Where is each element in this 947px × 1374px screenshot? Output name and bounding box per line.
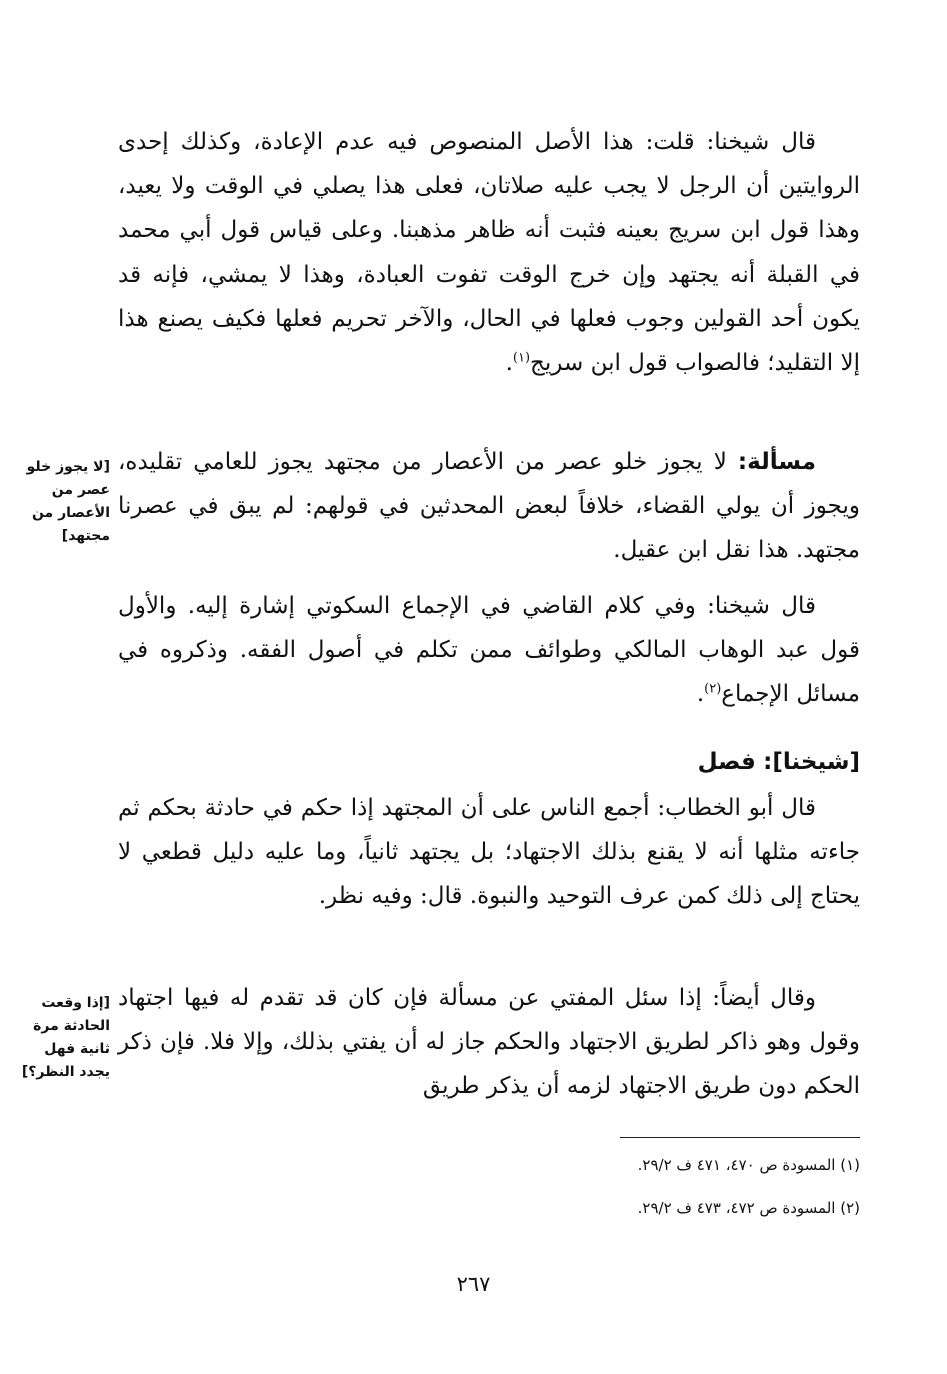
- footnote-ref-1: (١): [512, 350, 531, 366]
- heading-bracket: [شيخنا]:: [763, 749, 860, 775]
- footnote-divider: [620, 1137, 860, 1138]
- paragraph-2-text: لا يجوز خلو عصر من الأعصار من مجتهد يجوز للعامي تقليده، ويجوز أن يولي القضاء، خلافاً لبعض المحدثين في قولهم: لم يبق في عصرنا مجتهد. هذا نقل ابن عقيل.: [118, 449, 860, 564]
- paragraph-3: [118, 584, 860, 717]
- side-note-1: [لا يجوز خلو عصر من الأعصار من مجتهد]: [26, 459, 110, 544]
- footnote-2: (٢) المسودة ص ٤٧٢، ٤٧٣ ف ٢٩/٢.: [637, 1199, 860, 1217]
- paragraph-5-text: وقال أيضاً: إذا سئل المفتي عن مسألة فإن كان قد تقدم له فيها اجتهاد وقول وهو ذاكر لطريق الاجتهاد والحكم جاز له أن يفتي بذلك، وإلا فلا. فإن ذكر الحكم دون طريق الاجتهاد لزمه أن يذكر طريق: [118, 985, 860, 1100]
- footnote-1: (١) المسودة ص ٤٧٠، ٤٧١ ف ٢٩/٢.: [637, 1156, 860, 1174]
- heading-fasl: فصل: [697, 749, 756, 775]
- paragraph-2: [118, 440, 860, 573]
- paragraph-1-text: قال شيخنا: قلت: هذا الأصل المنصوص فيه عدم الإعادة، وكذلك إحدى الروايتين أن الرجل لا يجب عليه صلاتان، فعلى هذا يصلي في الوقت ولا يعيد، وهذا قول ابن سريج بعينه فثبت أنه ظاهر مذهبنا. وعلى قياس قول أبي محمد في القبلة أنه يجتهد وإن خرج الوقت تفوت العبادة، وهذا لا يمشي، فإنه قد يكون أحد القولين وجوب فعلها في الحال، والآخر تحريم فعلها فكيف يصنع هذا إلا التقليد؛ فالصواب قول ابن سريج: [118, 129, 860, 377]
- paragraph-1-end: .: [505, 350, 513, 377]
- paragraph-5: [118, 976, 860, 1109]
- section-heading: [500, 740, 860, 784]
- paragraph-3-end: .: [696, 681, 705, 708]
- masala-label: مسألة:: [737, 449, 816, 475]
- side-note-2: [إذا وقعت الحادثة مرة ثانية فهل يجدد النظر؟]: [21, 995, 110, 1080]
- paragraph-4: [118, 786, 860, 919]
- paragraph-3-text: قال شيخنا: وفي كلام القاضي في الإجماع السكوتي إشارة إليه. والأول قول عبد الوهاب المالكي وطوائف ممن تكلم في أصول الفقه. وذكروه في مسائل الإجماع: [118, 593, 860, 708]
- page-number: ٢٦٧: [456, 1272, 491, 1296]
- paragraph-1: [118, 120, 860, 385]
- paragraph-4-text: قال أبو الخطاب: أجمع الناس على أن المجتهد إذا حكم في حادثة بحكم ثم جاءته مثلها أنه لا يقنع بذلك الاجتهاد؛ بل يجتهد ثانياً، وما عليه دليل قطعي لا يحتاج إلى ذلك كمن عرف التوحيد والنبوة. قال: وفيه نظر.: [118, 795, 860, 910]
- footnote-ref-2: (٢): [704, 681, 722, 697]
